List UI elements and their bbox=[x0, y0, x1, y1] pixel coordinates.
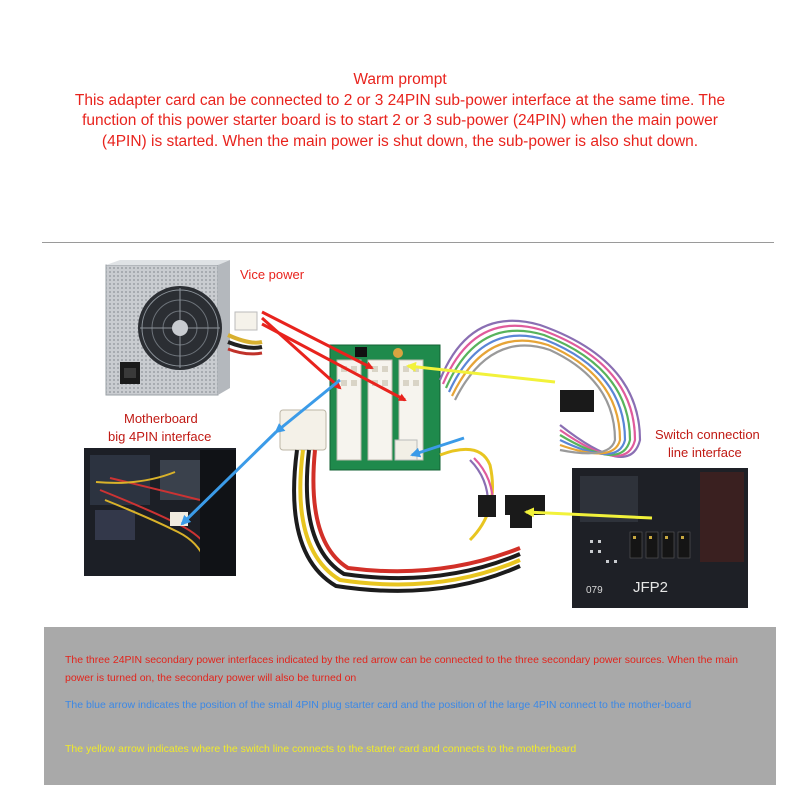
wiring-illustration bbox=[0, 250, 800, 620]
warm-prompt-title: Warm prompt bbox=[353, 71, 447, 88]
power-supply-unit bbox=[106, 260, 262, 395]
motherboard-4pin-label: big 4PIN interface bbox=[108, 429, 212, 444]
motherboard-4pin-photo bbox=[84, 448, 236, 576]
blue-arrow-note: The blue arrow indicates the position of the small 4PIN plug starter card and the position of the large 4PIN connect to the mother-board bbox=[65, 699, 692, 711]
explanation-panel bbox=[44, 627, 776, 785]
switch-line-interface-label: line interface bbox=[668, 445, 742, 460]
jfp2-label: JFP2 bbox=[633, 579, 669, 596]
switch-connection-label: Switch connection bbox=[655, 427, 760, 442]
section-divider bbox=[42, 242, 774, 243]
warm-prompt-body: This adapter card can be connected to 2 or 3 24PIN sub-power interface at the same time. The function of this power starter board is to start 2 or 3 sub-power (24PIN) when the main power (4PIN) is started. When the main power is shut down, the sub-power is also shut down. bbox=[74, 91, 726, 150]
svg-text:079: 079 bbox=[586, 585, 603, 596]
front-panel-header-photo bbox=[572, 468, 748, 608]
warm-prompt bbox=[60, 70, 740, 152]
yellow-arrow-note: The yellow arrow indicates where the switch line connects to the starter card and connects to the motherboard bbox=[65, 743, 577, 755]
red-arrow-note: The three 24PIN secondary power interfaces indicated by the red arrow can be connected to the three secondary power sources. When the main power is turned on, the secondary power will also be turned on bbox=[65, 654, 738, 684]
vice-power-label: Vice power bbox=[240, 267, 305, 282]
motherboard-label: Motherboard bbox=[124, 411, 198, 426]
